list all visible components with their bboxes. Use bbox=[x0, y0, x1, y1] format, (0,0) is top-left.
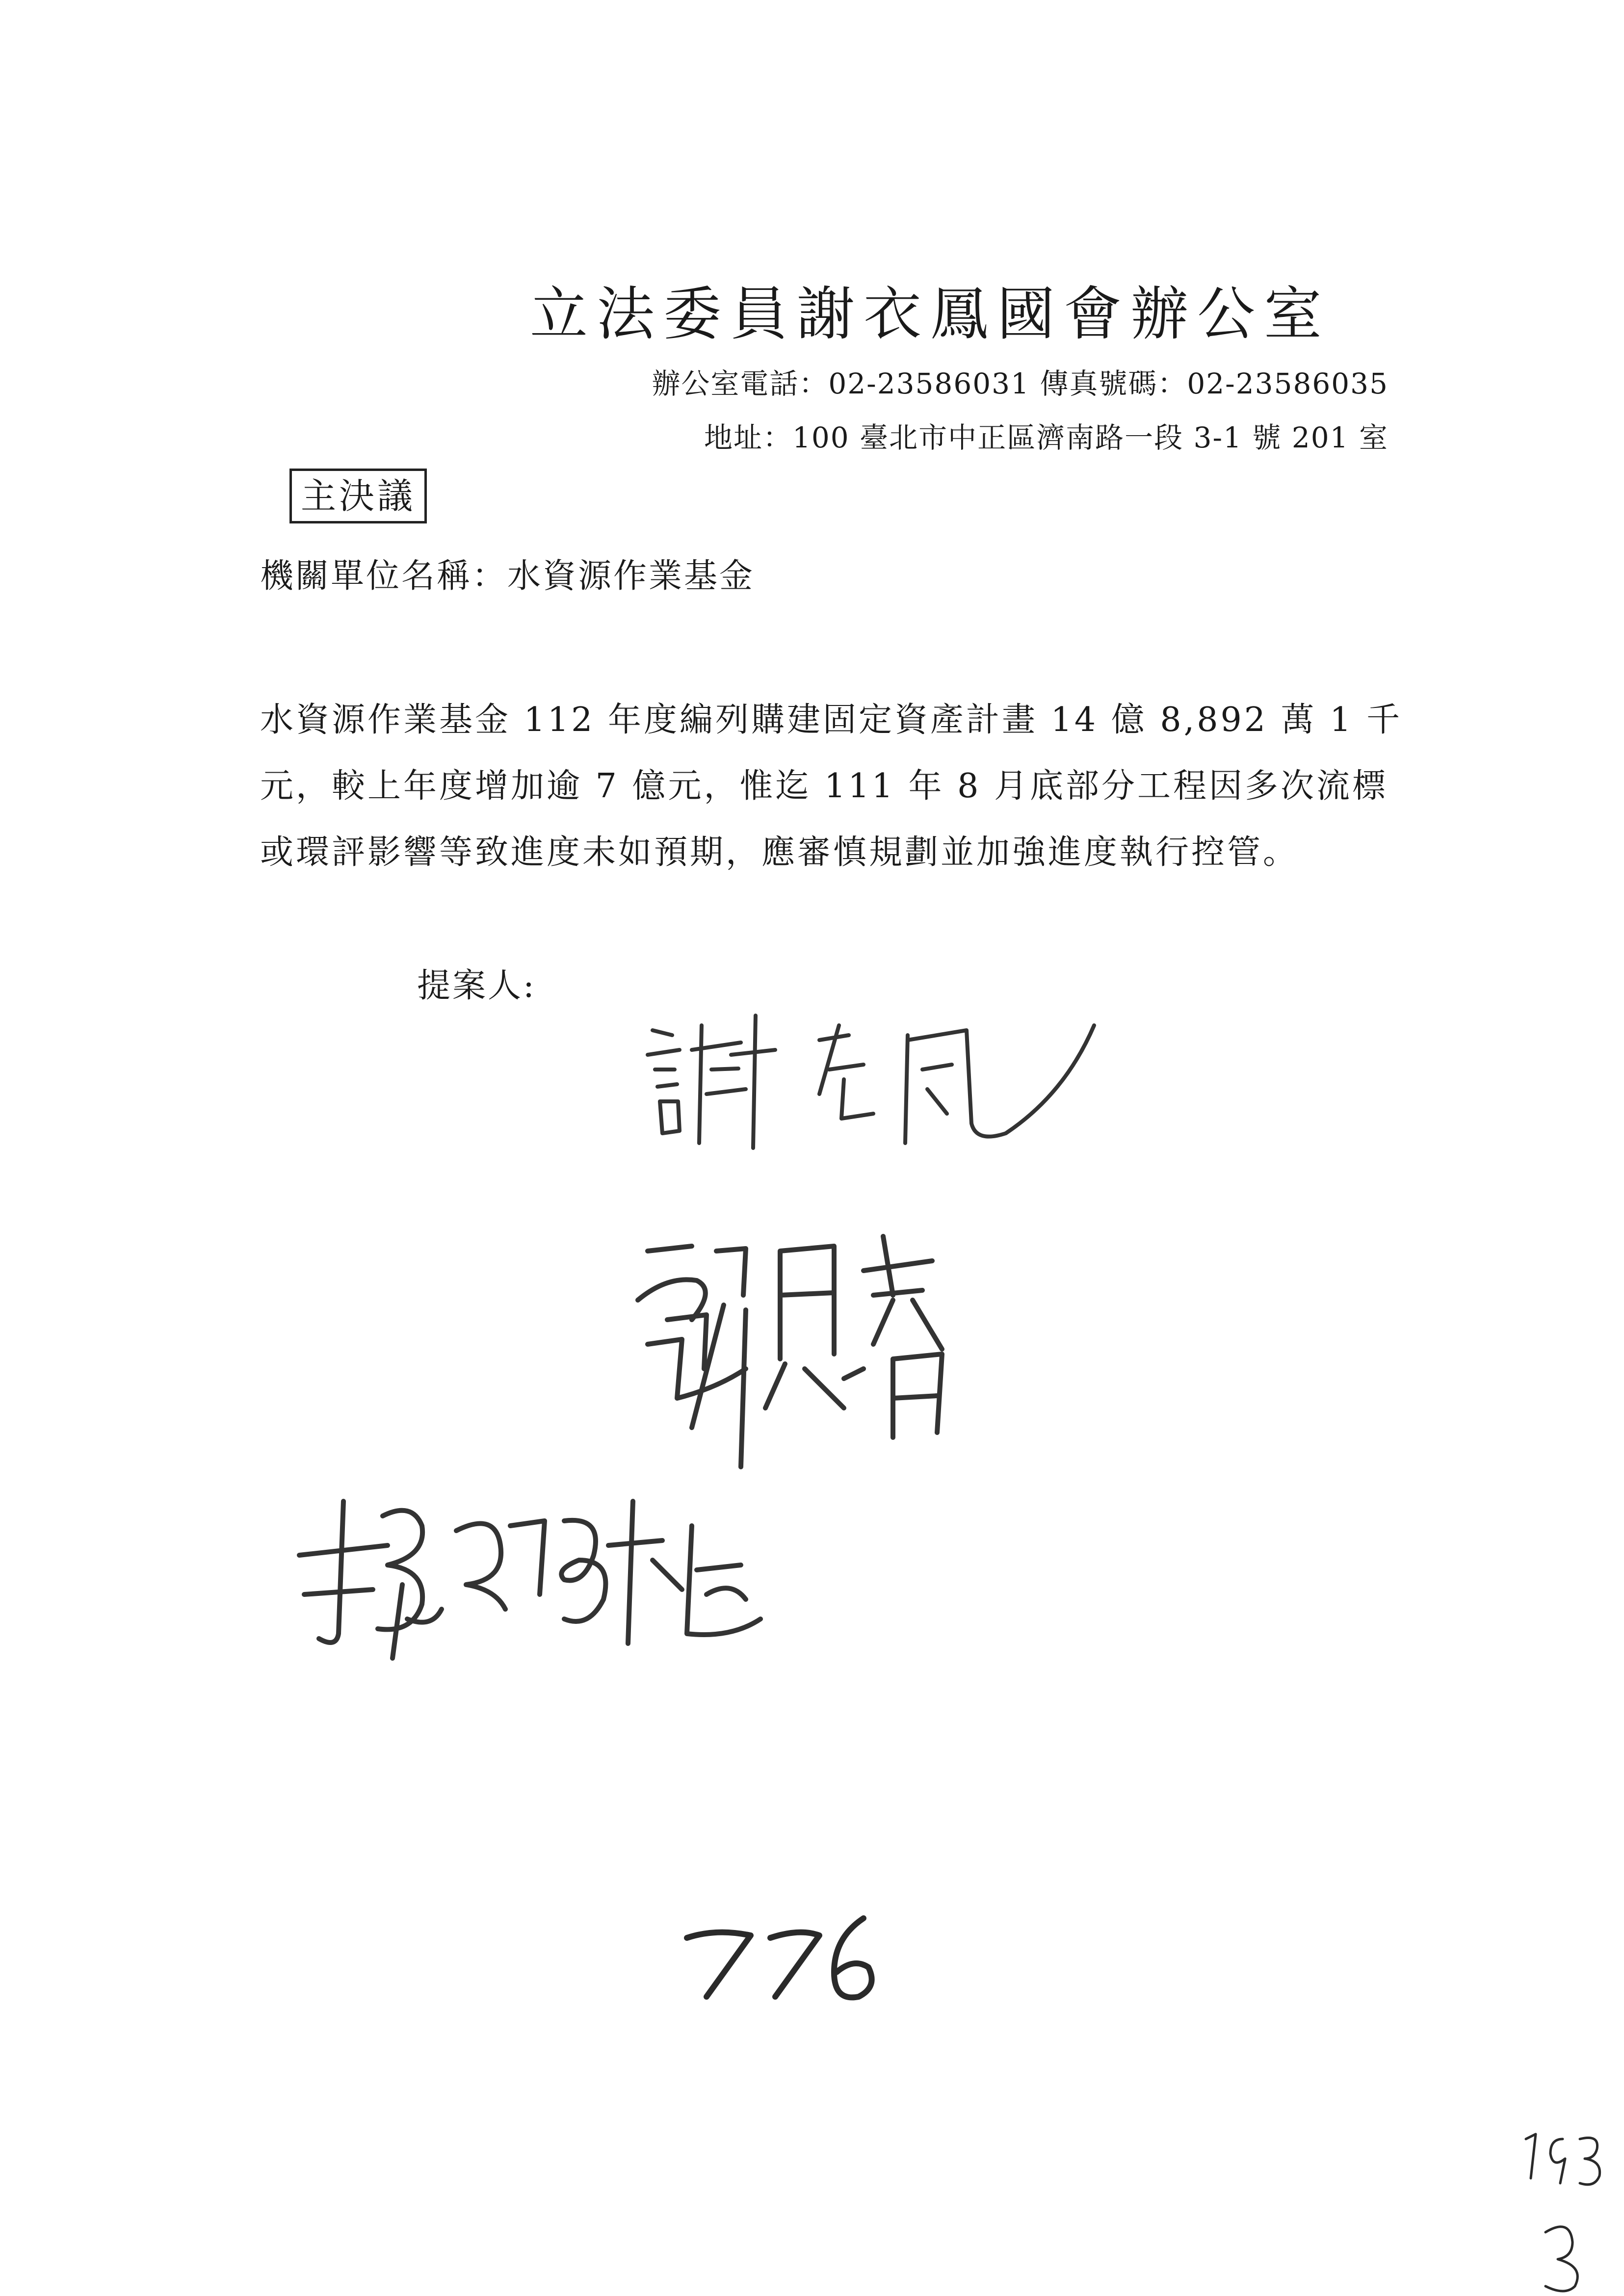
motion-body-line: 元，較上年度增加逾 7 億元，惟迄 111 年 8 月底部分工程因多次流標 bbox=[260, 767, 1388, 806]
motion-body-line: 水資源作業基金 112 年度編列購建固定資產計畫 14 億 8,892 萬 1 千 bbox=[260, 701, 1403, 739]
handwritten-page-note bbox=[1516, 2119, 1614, 2296]
signature-2 bbox=[618, 1222, 971, 1477]
handwritten-motion-number bbox=[677, 1908, 883, 2007]
address-line: 地址：100 臺北市中正區濟南路一段 3-1 號 201 室 bbox=[704, 421, 1388, 454]
motion-body bbox=[260, 687, 1403, 886]
motion-body-line: 或環評影響等致進度未如預期，應審慎規劃並加強進度執行控管。 bbox=[260, 833, 1299, 872]
motion-type-label: 主決議 bbox=[289, 469, 427, 523]
office-title: 立法委員謝衣鳳國會辦公室 bbox=[530, 280, 1331, 348]
signature-3 bbox=[289, 1472, 780, 1678]
phone-fax-line: 辦公室電話：02-23586031 傳真號碼：02-23586035 bbox=[652, 367, 1388, 400]
agency-name-line: 機關單位名稱：水資源作業基金 bbox=[260, 557, 755, 596]
proposer-label: 提案人: bbox=[417, 966, 536, 1005]
signature-1 bbox=[633, 996, 1114, 1182]
